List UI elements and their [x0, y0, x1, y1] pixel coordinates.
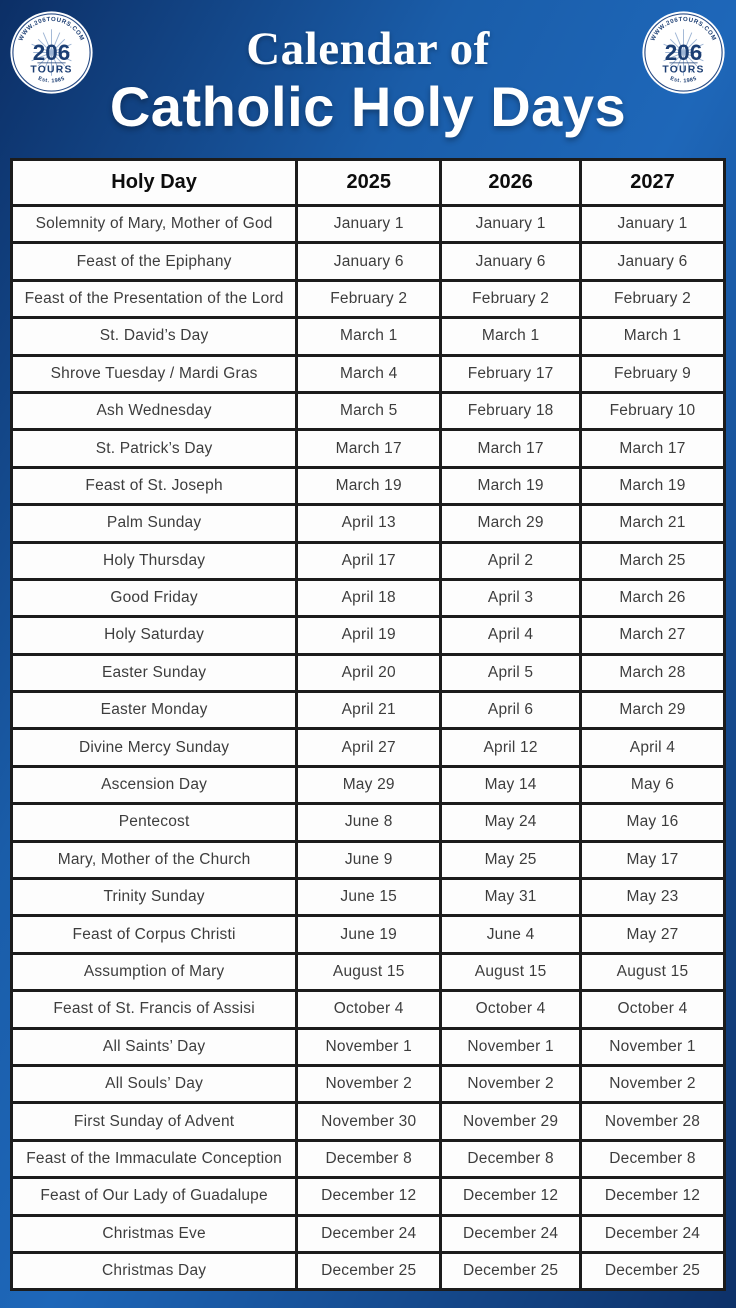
holy-day-cell: All Saints’ Day	[12, 1028, 297, 1065]
holy-day-cell: Palm Sunday	[12, 505, 297, 542]
date-cell: December 24	[441, 1215, 581, 1252]
date-cell: November 1	[441, 1028, 581, 1065]
table-row	[12, 766, 725, 803]
table-row	[12, 280, 725, 317]
table-header-row	[12, 160, 725, 206]
holy-day-cell: All Souls’ Day	[12, 1065, 297, 1102]
holy-day-cell: Assumption of Mary	[12, 953, 297, 990]
table-row	[12, 879, 725, 916]
date-cell: November 2	[297, 1065, 441, 1102]
date-cell: October 4	[441, 991, 581, 1028]
table-row	[12, 542, 725, 579]
holy-day-cell: Christmas Day	[12, 1252, 297, 1289]
holy-day-cell: St. David’s Day	[12, 318, 297, 355]
table-row	[12, 804, 725, 841]
title-line-2: Catholic Holy Days	[109, 75, 627, 138]
table-row	[12, 1252, 725, 1289]
date-cell: March 1	[441, 318, 581, 355]
holy-day-cell: Solemnity of Mary, Mother of God	[12, 206, 297, 243]
column-header-2026: 2026	[441, 160, 581, 206]
date-cell: November 1	[580, 1028, 724, 1065]
table-row	[12, 617, 725, 654]
date-cell: March 25	[580, 542, 724, 579]
date-cell: December 8	[580, 1140, 724, 1177]
date-cell: April 19	[297, 617, 441, 654]
date-cell: March 5	[297, 392, 441, 429]
table-row	[12, 318, 725, 355]
holy-day-cell: Shrove Tuesday / Mardi Gras	[12, 355, 297, 392]
holy-day-cell: St. Patrick’s Day	[12, 430, 297, 467]
table-row	[12, 206, 725, 243]
table-row	[12, 355, 725, 392]
date-cell: October 4	[580, 991, 724, 1028]
date-cell: December 25	[297, 1252, 441, 1289]
date-cell: December 8	[297, 1140, 441, 1177]
table-row	[12, 1028, 725, 1065]
date-cell: February 17	[441, 355, 581, 392]
table-row	[12, 243, 725, 280]
table-row	[12, 1140, 725, 1177]
date-cell: March 17	[297, 430, 441, 467]
holy-day-cell: Feast of the Epiphany	[12, 243, 297, 280]
date-cell: April 4	[441, 617, 581, 654]
date-cell: February 2	[297, 280, 441, 317]
date-cell: April 20	[297, 654, 441, 691]
date-cell: March 1	[297, 318, 441, 355]
logo-top-text: WWW.206TOURS.COM	[18, 16, 85, 43]
logo-top-text: WWW.206TOURS.COM	[650, 16, 717, 43]
date-cell: May 23	[580, 879, 724, 916]
date-cell: January 6	[580, 243, 724, 280]
holy-day-cell: Easter Monday	[12, 692, 297, 729]
date-cell: April 27	[297, 729, 441, 766]
date-cell: June 4	[441, 916, 581, 953]
holy-days-table-body	[12, 206, 725, 1290]
date-cell: May 14	[441, 766, 581, 803]
date-cell: March 19	[441, 467, 581, 504]
holy-day-cell: Feast of St. Francis of Assisi	[12, 991, 297, 1028]
date-cell: March 26	[580, 579, 724, 616]
date-cell: March 1	[580, 318, 724, 355]
logo-number: 206	[32, 39, 71, 65]
column-header-holy-day: Holy Day	[12, 160, 297, 206]
date-cell: November 30	[297, 1103, 441, 1140]
table-row	[12, 654, 725, 691]
holy-days-table-container	[10, 158, 726, 1291]
date-cell: March 29	[580, 692, 724, 729]
date-cell: June 19	[297, 916, 441, 953]
logo-name: TOURS	[30, 64, 73, 76]
holy-day-cell: Christmas Eve	[12, 1215, 297, 1252]
date-cell: December 24	[297, 1215, 441, 1252]
table-row	[12, 505, 725, 542]
date-cell: March 28	[580, 654, 724, 691]
holy-day-cell: Trinity Sunday	[12, 879, 297, 916]
date-cell: February 10	[580, 392, 724, 429]
holy-day-cell: Ascension Day	[12, 766, 297, 803]
date-cell: December 25	[441, 1252, 581, 1289]
date-cell: March 17	[441, 430, 581, 467]
holy-day-cell: Holy Saturday	[12, 617, 297, 654]
date-cell: May 6	[580, 766, 724, 803]
logo-bottom-text: Est. 1985	[669, 75, 698, 85]
table-row	[12, 430, 725, 467]
date-cell: February 18	[441, 392, 581, 429]
date-cell: April 17	[297, 542, 441, 579]
date-cell: November 2	[580, 1065, 724, 1102]
date-cell: February 2	[441, 280, 581, 317]
holy-day-cell: Mary, Mother of the Church	[12, 841, 297, 878]
title-line-1: Calendar of	[246, 23, 490, 75]
table-row	[12, 1178, 725, 1215]
date-cell: June 8	[297, 804, 441, 841]
date-cell: April 18	[297, 579, 441, 616]
table-row	[12, 1215, 725, 1252]
date-cell: June 15	[297, 879, 441, 916]
table-row	[12, 1065, 725, 1102]
date-cell: August 15	[441, 953, 581, 990]
date-cell: April 4	[580, 729, 724, 766]
holy-day-cell: First Sunday of Advent	[12, 1103, 297, 1140]
date-cell: November 2	[441, 1065, 581, 1102]
date-cell: March 21	[580, 505, 724, 542]
date-cell: April 2	[441, 542, 581, 579]
date-cell: March 27	[580, 617, 724, 654]
date-cell: December 24	[580, 1215, 724, 1252]
date-cell: March 19	[297, 467, 441, 504]
date-cell: May 27	[580, 916, 724, 953]
date-cell: December 8	[441, 1140, 581, 1177]
holy-day-cell: Ash Wednesday	[12, 392, 297, 429]
table-row	[12, 692, 725, 729]
date-cell: April 13	[297, 505, 441, 542]
table-row	[12, 953, 725, 990]
date-cell: April 21	[297, 692, 441, 729]
date-cell: January 1	[441, 206, 581, 243]
page-header	[0, 0, 736, 158]
date-cell: March 4	[297, 355, 441, 392]
date-cell: January 6	[441, 243, 581, 280]
holy-day-cell: Easter Sunday	[12, 654, 297, 691]
table-row	[12, 841, 725, 878]
date-cell: March 29	[441, 505, 581, 542]
date-cell: November 29	[441, 1103, 581, 1140]
date-cell: December 12	[580, 1178, 724, 1215]
table-row	[12, 991, 725, 1028]
table-row	[12, 579, 725, 616]
date-cell: April 6	[441, 692, 581, 729]
logo-bottom-text: Est. 1985	[37, 75, 66, 85]
holy-day-cell: Divine Mercy Sunday	[12, 729, 297, 766]
date-cell: April 3	[441, 579, 581, 616]
holy-days-table	[10, 158, 726, 1291]
date-cell: May 31	[441, 879, 581, 916]
date-cell: January 1	[580, 206, 724, 243]
date-cell: November 28	[580, 1103, 724, 1140]
date-cell: December 12	[297, 1178, 441, 1215]
date-cell: August 15	[297, 953, 441, 990]
date-cell: May 29	[297, 766, 441, 803]
date-cell: March 17	[580, 430, 724, 467]
date-cell: May 16	[580, 804, 724, 841]
holy-day-cell: Feast of St. Joseph	[12, 467, 297, 504]
column-header-2027: 2027	[580, 160, 724, 206]
page-title	[0, 0, 736, 138]
logo-number: 206	[664, 39, 703, 65]
holy-day-cell: Feast of Corpus Christi	[12, 916, 297, 953]
date-cell: February 9	[580, 355, 724, 392]
holy-day-cell: Good Friday	[12, 579, 297, 616]
date-cell: March 19	[580, 467, 724, 504]
date-cell: October 4	[297, 991, 441, 1028]
date-cell: May 24	[441, 804, 581, 841]
table-row	[12, 729, 725, 766]
date-cell: August 15	[580, 953, 724, 990]
holy-day-cell: Holy Thursday	[12, 542, 297, 579]
column-header-2025: 2025	[297, 160, 441, 206]
holy-day-cell: Feast of the Immaculate Conception	[12, 1140, 297, 1177]
table-row	[12, 392, 725, 429]
holy-day-cell: Pentecost	[12, 804, 297, 841]
date-cell: February 2	[580, 280, 724, 317]
date-cell: January 6	[297, 243, 441, 280]
date-cell: May 25	[441, 841, 581, 878]
date-cell: June 9	[297, 841, 441, 878]
holy-day-cell: Feast of Our Lady of Guadalupe	[12, 1178, 297, 1215]
date-cell: December 25	[580, 1252, 724, 1289]
date-cell: December 12	[441, 1178, 581, 1215]
date-cell: April 12	[441, 729, 581, 766]
logo-name: TOURS	[662, 64, 705, 76]
table-row	[12, 1103, 725, 1140]
date-cell: May 17	[580, 841, 724, 878]
date-cell: April 5	[441, 654, 581, 691]
table-row	[12, 916, 725, 953]
table-row	[12, 467, 725, 504]
holy-day-cell: Feast of the Presentation of the Lord	[12, 280, 297, 317]
date-cell: January 1	[297, 206, 441, 243]
date-cell: November 1	[297, 1028, 441, 1065]
